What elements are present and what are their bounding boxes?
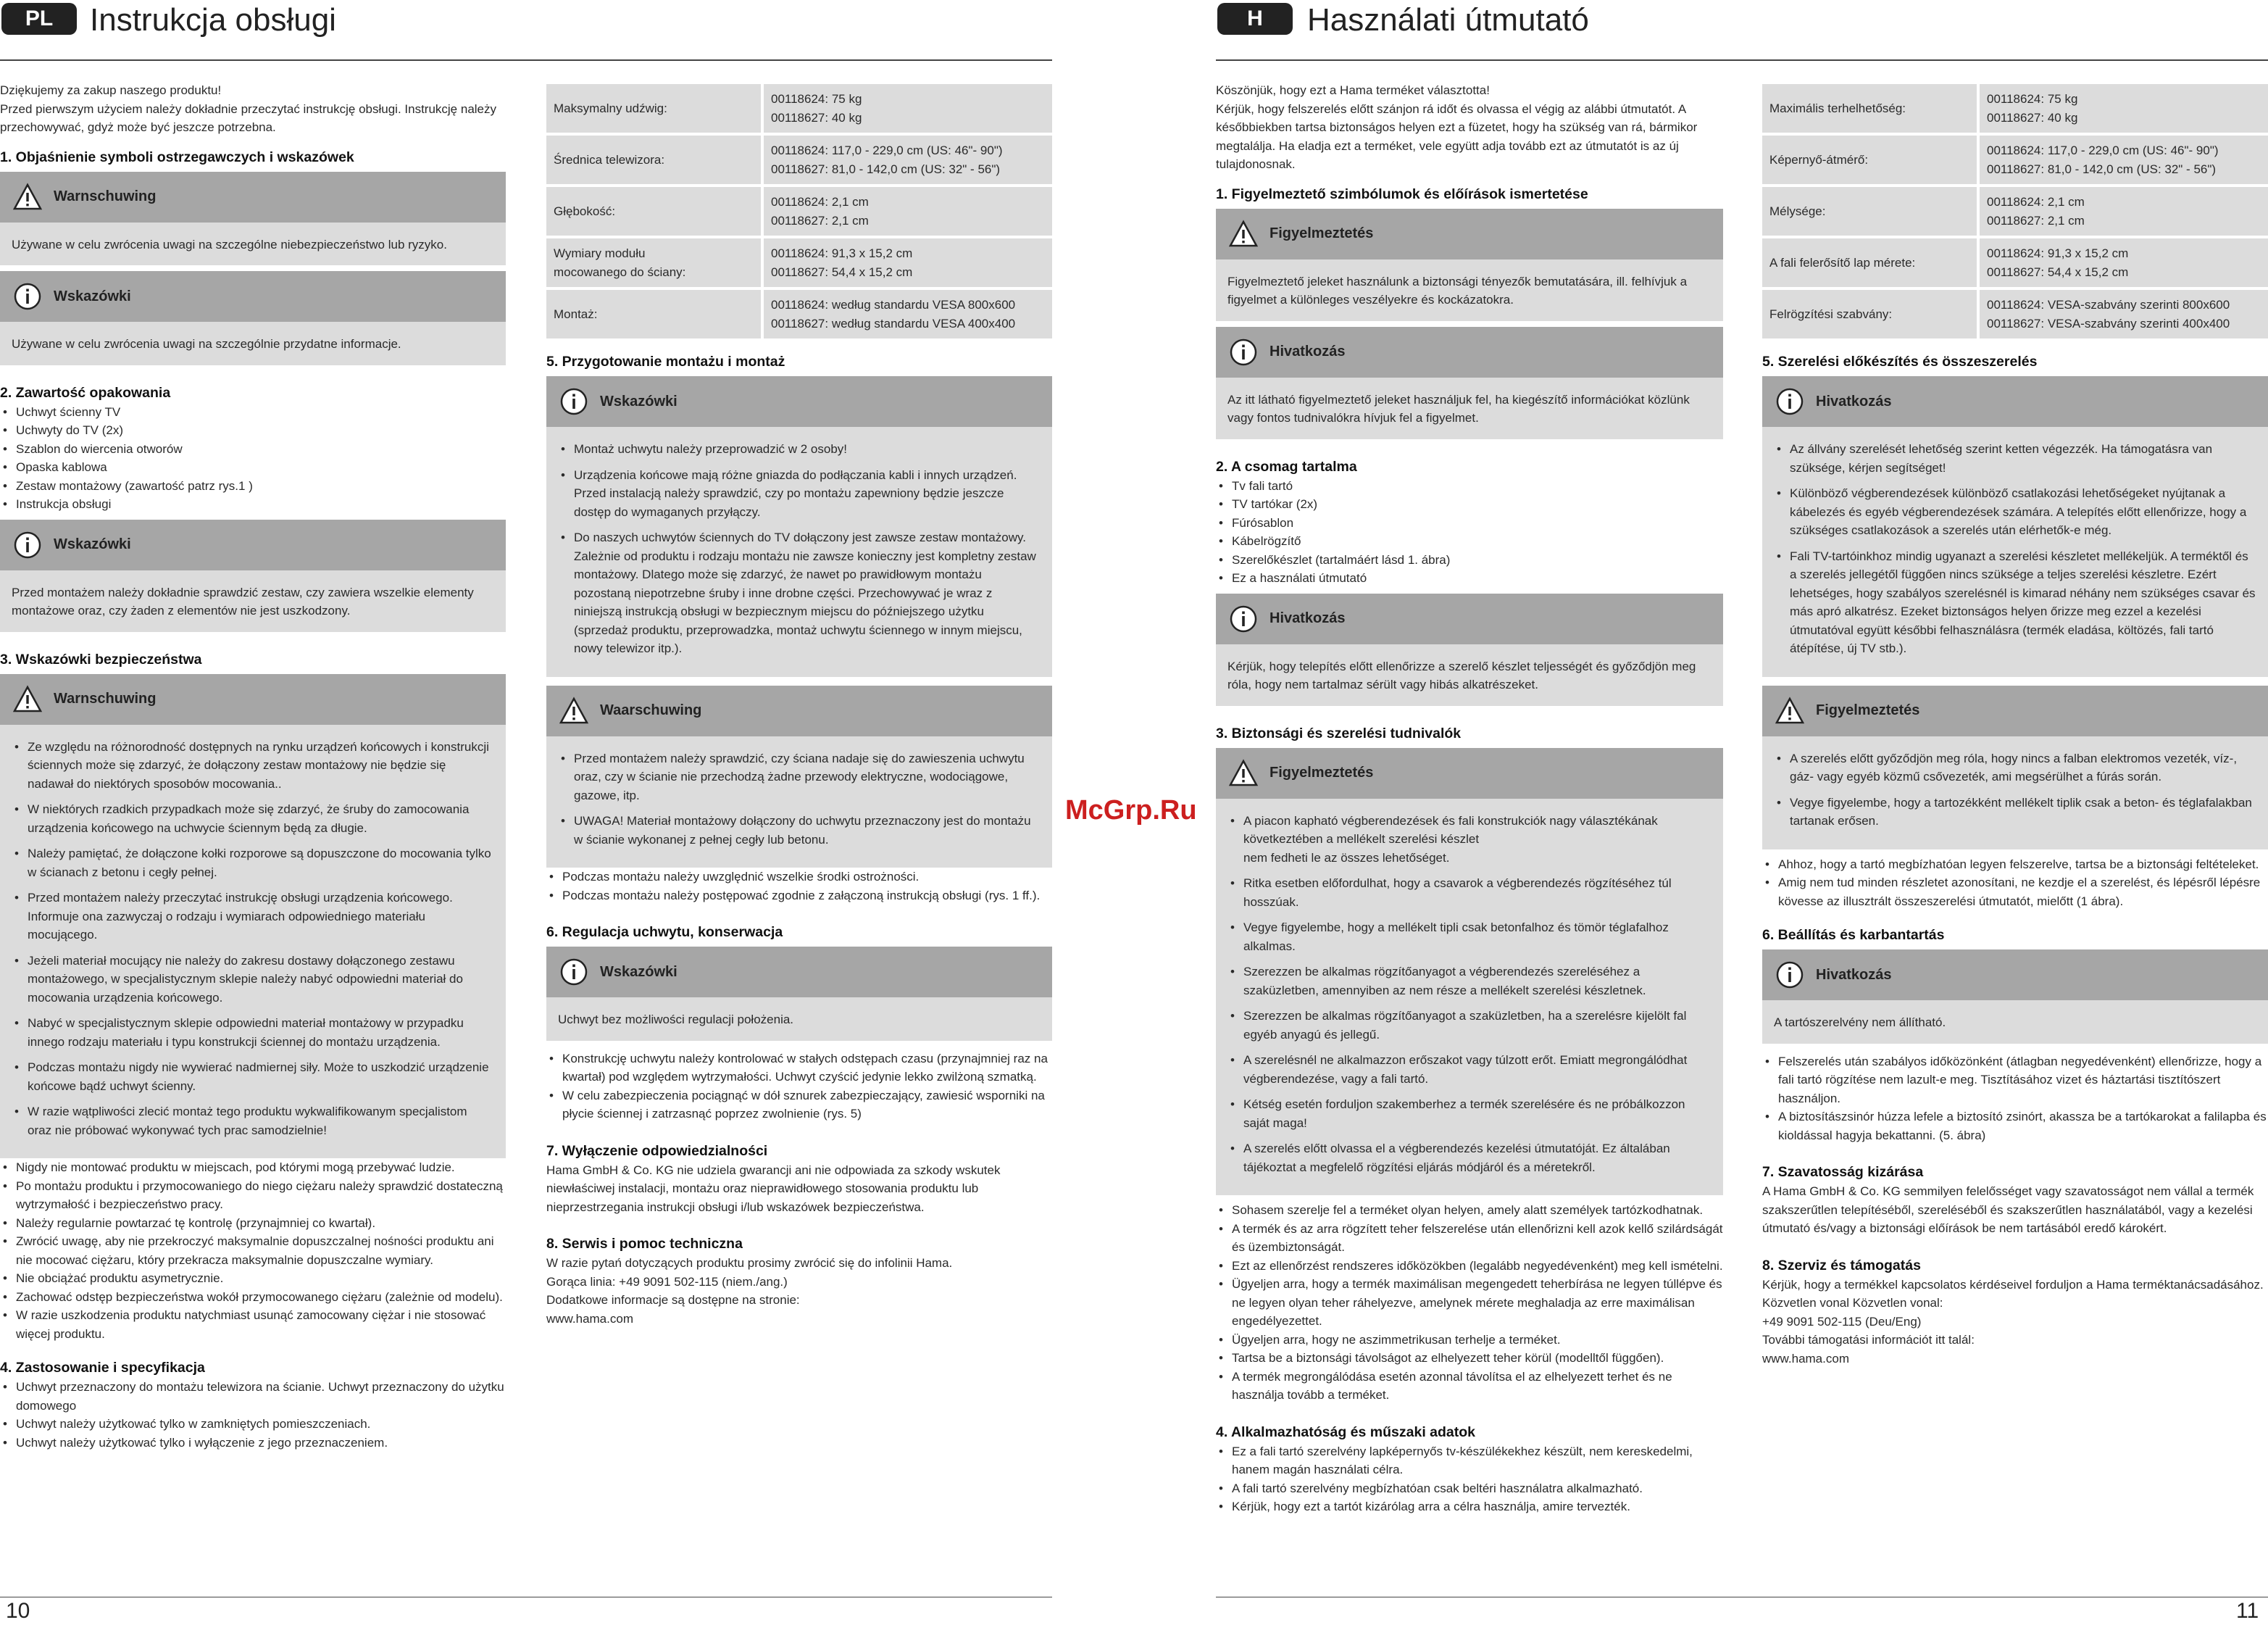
hint-box-header — [0, 520, 506, 570]
list-item: • Podczas montażu nigdy nie wywierać nadmiernej siły. Może to uszkodzić urządzenie końcowe bądź uchwyt ścienny. — [12, 1058, 494, 1095]
list-item: • A szerelés előtt olvassa el a végberendezés kezelési útmutatóját. Ez általában tájékoztat a megfelelő rögzítési eljárás módjáról és a méretekről. — [1227, 1139, 1712, 1176]
list-item: • Tartsa be a biztonsági távolságot az elhelyezett teher körül (modelltől függően). — [1216, 1349, 1723, 1368]
hint-box — [0, 271, 506, 365]
list-item: • Ahhoz, hogy a tartó megbízhatóan legyen felszerelve, tartsa be a biztonsági feltételeket. — [1762, 855, 2268, 874]
service-text: Kérjük, hogy a termékkel kapcsolatos kérdéseivel forduljon a Hama terméktanácsadásához. Közvetlen vonal Közvetlen vonal: +49 9091 502-115 (Deu/Eng) További támogatási információt itt talál: www.hama.com — [1762, 1277, 2264, 1366]
hint-box-header — [546, 376, 1052, 427]
usage-list — [0, 1378, 506, 1452]
list-item: • Fali TV-tartóinkhoz mindig ugyanazt a szerelési készletet mellékeljük. A terméktől és a szerelés jellegétől függően nincs szüksége a teljes szerelési készletre. Ezért lehetséges, hogy szabályos szerelésnél is kimarad néhány nem szükséges csavar és más apró alkatrész. Ezeket biztonságos helyen őrizze meg ezzel a kezelési útmutatóval együtt későbbi felhasználásra (termék eladása, költözés, fali tartó átépítése, új TV stb.). — [1774, 547, 2256, 658]
list-item: • Szablon do wiercenia otworów — [0, 440, 506, 459]
list-item: • Nabyć w specjalistycznym sklepie odpowiedni materiał montażowy w przypadku innego rodzaju materiału i typu konstrukcji ściennej do montażu urządzenia. — [12, 1014, 494, 1051]
hint-text: A tartószerelvény nem állítható. — [1774, 1015, 1946, 1029]
spec-value: 00118624: 75 kg 00118627: 40 kg — [1978, 84, 2268, 134]
list-item: • Opaska kablowa — [0, 458, 506, 477]
list-item: • Podczas montażu należy uwzględnić wszelkie środki ostrożności. — [546, 868, 1052, 886]
section-7-title: 7. Wyłączenie odpowiedzialności — [546, 1142, 768, 1159]
list-item: • Urządzenia końcowe mają różne gniazda do podłączania kabli i innych urządzeń. Przed instalacją należy sprawdzić, czy po montażu zapewniony będzie jeszcze dostęp do wymaganych przyłączy. — [558, 466, 1041, 522]
intro-text: Köszönjük, hogy ezt a Hama terméket választotta! Kérjük, hogy felszerelés előtt szánjon rá időt és olvassa el végig az alábbi útmutatót. A későbbiekben tartsa biztonságos helyen ezt a füzetet, hogy ha szükség van rá, bármikor megtalálja. Ha eladja ezt a terméket, vele együtt adja tovább ezt az útmutatót is az új tulajdonosnak. — [1216, 83, 1698, 171]
hint-body — [546, 427, 1052, 677]
list-item: • Vegye figyelembe, hogy a tartozékként mellékelt tiplik csak a beton- és téglafalakban tartanak erősen. — [1774, 794, 2256, 831]
liability-text: Hama GmbH & Co. KG nie udziela gwarancji ani nie odpowiada za szkody wskutek niewłaściwej instalacji, montażu oraz nieprawidłowego stosowania produktu lub nieprzestrzegania instrukcji obsługi i/lub wskazówek bezpieczeństwa. — [546, 1163, 1001, 1214]
list-item: • Vegye figyelembe, hogy a mellékelt tipli csak betonfalhoz és tömör téglafalhoz alkalmas. — [1227, 918, 1712, 955]
list-item: • Podczas montażu należy postępować zgodnie z załączoną instrukcją obsługi (rys. 1 ff.). — [546, 886, 1052, 905]
section-4-title: 4. Zastosowanie i specyfikacja — [0, 1360, 205, 1376]
warning-label: Figyelmeztetés — [1816, 702, 1920, 718]
list-item: • Konstrukcję uchwytu należy kontrolować w stałych odstępach czasu (przynajmniej raz na kwartał) pod względem wytrzymałości. Uchwyt czyścić jedynie lekko zwilżoną szmatką. — [546, 1050, 1052, 1086]
section-4-title: 4. Alkalmazhatóság és műszaki adatok — [1216, 1424, 1476, 1440]
table-row — [1762, 237, 2268, 288]
warning-box — [1216, 209, 1723, 321]
info-circle-icon — [13, 282, 42, 311]
warning-text: Używane w celu zwrócenia uwagi na szczególne niebezpieczeństwo lub ryzyko. — [12, 237, 447, 252]
list-item: • Montaż uchwytu należy przeprowadzić w 2 osoby! — [558, 440, 1041, 459]
spec-value: 00118624: według standardu VESA 800x600 00118627: według standardu VESA 400x400 — [762, 288, 1052, 340]
list-item: • Do naszych uchwytów ściennych do TV dołączony jest zawsze zestaw montażowy. Zależnie od produktu i rodzaju montażu nie zawsze konieczny jest kompletny zestaw montażowy. Dlatego może się zdarzyć, że nawet po prawidłowym montażu pozostaną niepotrzebne śruby i inne drobne części. Przechowywać je wraz z niniejszą instrukcją obsługi w bezpiecznym miejscu do późniejszego użytku (sprzedaż produktu, przeprowadzka, montaż uchwytu ściennego w innym miejscu, nowy telewizor itp.). — [558, 528, 1041, 658]
warning-box-header — [1216, 748, 1723, 799]
page-title-pl: Instrukcja obsługi — [90, 2, 336, 38]
warning-box-header — [0, 674, 506, 725]
usage-list — [1216, 1442, 1723, 1516]
maintenance-list — [1762, 1052, 2268, 1145]
list-item: • Kábelrögzítő — [1216, 532, 1723, 551]
info-circle-icon — [1775, 960, 1804, 989]
list-item: • W razie wątpliwości zlecić montaż tego produktu wykwalifikowanym specjalistom oraz nie próbować wykonywać tych prac samodzielnie! — [12, 1102, 494, 1139]
table-row — [546, 134, 1052, 186]
list-item: • A biztosítászsinór húzza lefele a biztosító zsinórt, akassza be a tartókarokat a falilapba és kioldással hagyja bekattanni. (5. ábra) — [1762, 1107, 2268, 1144]
service-text: W razie pytań dotyczących produktu prosimy zwrócić się do infolinii Hama. Gorąca linia: +49 9091 502-115 (niem./ang.) Dodatkowe informacje są dostępne na stronie: www.hama.com — [546, 1256, 953, 1326]
list-item: • Szerelőkészlet (tartalmáért lásd 1. ábra) — [1216, 551, 1723, 570]
spec-key: Mélysége: — [1762, 186, 1978, 237]
warning-triangle-icon — [1229, 759, 1258, 788]
hint-box — [546, 376, 1052, 677]
spec-value: 00118624: 2,1 cm 00118627: 2,1 cm — [762, 186, 1052, 237]
spec-table — [1762, 84, 2268, 341]
hint-box — [0, 520, 506, 632]
warning-triangle-icon — [559, 697, 588, 726]
header-rule-left — [0, 59, 1052, 61]
warning-box-header — [546, 686, 1052, 736]
section-8-title: 8. Serwis i pomoc techniczna — [546, 1236, 743, 1252]
table-row — [546, 237, 1052, 288]
right-column-2 — [1762, 84, 2268, 1368]
safety-list — [0, 1158, 506, 1343]
list-item: • Uchwyt należy użytkować tylko i wyłączenie z jego przeznaczeniem. — [0, 1434, 506, 1452]
info-circle-icon — [1775, 387, 1804, 416]
warning-label: Warnschuwing — [54, 188, 157, 204]
info-circle-icon — [13, 531, 42, 560]
hint-text: Przed montażem należy dokładnie sprawdzić zestaw, czy zawiera wszelkie elementy montażowe oraz, czy żaden z elementów nie jest uszkodzony. — [12, 585, 474, 618]
list-item: • Szerezzen be alkalmas rögzítőanyagot a szaküzletben, ha a szerelésre kijelölt fal egyéb anyagú és jellegű. — [1227, 1007, 1712, 1044]
warning-box — [0, 172, 506, 266]
list-item: • Po montażu produktu i przymocowaniego do niego ciężaru należy sprawdzić dostateczną wytrzymałość i bezpieczeństwo pracy. — [0, 1177, 506, 1214]
list-item: • A termék és az arra rögzített teher felszerelése után ellenőrizni kell azok kellő szilárdságát és üzembiztonságát. — [1216, 1220, 1723, 1257]
spec-value: 00118624: 117,0 - 229,0 cm (US: 46"- 90") 00118627: 81,0 - 142,0 cm (US: 32" - 56") — [762, 134, 1052, 186]
spec-value: 00118624: 91,3 x 15,2 cm 00118627: 54,4 x 15,2 cm — [1978, 237, 2268, 288]
hint-box-header — [1762, 949, 2268, 1000]
left-column-2 — [546, 84, 1052, 1328]
list-item: • Nie obciążać produktu asymetrycznie. — [0, 1269, 506, 1288]
hint-text: Uchwyt bez możliwości regulacji położenia. — [558, 1013, 794, 1026]
list-item: • Ritka esetben előfordulhat, hogy a csavarok a végberendezés rögzítéséhez túl hosszúak. — [1227, 874, 1712, 911]
spec-key: Maximális terhelhetőség: — [1762, 84, 1978, 134]
warning-body — [0, 725, 506, 1159]
list-item: • Kérjük, hogy ezt a tartót kizárólag arra a célra használja, amire tervezték. — [1216, 1497, 1723, 1516]
section-6-title: 6. Regulacja uchwytu, konserwacja — [546, 924, 783, 940]
hint-box — [1216, 594, 1723, 706]
hint-text: Kérjük, hogy telepítés előtt ellenőrizze a szerelő készlet teljességét és győződjön meg róla, hogy nem tartalmaz sérült vagy hibás alkatrészeket. — [1227, 659, 1696, 691]
warning-triangle-icon — [1229, 220, 1258, 249]
section-1-title: 1. Figyelmeztető szimbólumok és előírások ismertetése — [1216, 186, 1588, 202]
hint-label: Hivatkozás — [1270, 610, 1346, 626]
list-item: • Nigdy nie montować produktu w miejscach, pod którymi mogą przebywać ludzie. — [0, 1158, 506, 1177]
warning-box-header — [0, 172, 506, 223]
list-item: • Uchwyty do TV (2x) — [0, 421, 506, 440]
list-item: • Ez a fali tartó szerelvény lapképernyős tv-készülékekhez készült, nem kereskedelmi, hanem magán használati célra. — [1216, 1442, 1723, 1479]
warning-box — [546, 686, 1052, 868]
list-item: • Ügyeljen arra, hogy ne aszimmetrikusan terhelje a terméket. — [1216, 1331, 1723, 1350]
list-item: • A szerelés előtt győződjön meg róla, hogy nincs a falban elektromos vezeték, víz-, gáz- vagy egyéb közmű csővezeték, ami megsérülhet a fúrás során. — [1774, 749, 2256, 786]
list-item: • Szerezzen be alkalmas rögzítőanyagot a végberendezés szereléséhez a szaküzletben, amennyiben az nem része a mellékelt szerelési készletnek. — [1227, 963, 1712, 999]
warning-body — [546, 736, 1052, 868]
spec-key: Głębokość: — [546, 186, 762, 237]
spec-key: Średnica telewizora: — [546, 134, 762, 186]
table-row — [546, 288, 1052, 340]
list-item: • Uchwyt należy użytkować tylko w zamkniętych pomieszczeniach. — [0, 1415, 506, 1434]
list-item: • Zestaw montażowy (zawartość patrz rys.1 ) — [0, 477, 506, 496]
section-2-title: 2. Zawartość opakowania — [0, 384, 171, 401]
warning-body — [1216, 799, 1723, 1196]
warning-triangle-icon — [1775, 697, 1804, 726]
info-circle-icon — [1229, 604, 1258, 633]
table-row — [1762, 84, 2268, 134]
table-row — [1762, 186, 2268, 237]
list-item: • UWAGA! Materiał montażowy dołączony do uchwytu przeznaczony jest do montażu w ścianie wykonanej z pełnej cegły lub betonu. — [558, 812, 1041, 849]
list-item: • W razie uszkodzenia produktu natychmiast usunąć zamocowany ciężar i nie stosować więcej produktu. — [0, 1306, 506, 1343]
table-row — [1762, 134, 2268, 186]
hint-label: Wskazówki — [600, 963, 678, 980]
hint-box-header — [546, 947, 1052, 997]
list-item: • Przed montażem należy przeczytać instrukcję obsługi urządzenia końcowego. Informuje ona zazwyczaj o rodzaju i wymiarach odpowiedniego materiału mocującego. — [12, 889, 494, 944]
hint-text: Używane w celu zwrócenia uwagi na szczególnie przydatne informacje. — [12, 337, 401, 351]
list-item: • Az állvány szerelését lehetőség szerint ketten végezzék. Ha támogatásra van szüksége, kérjen segítséget! — [1774, 440, 2256, 477]
spec-key: Wymiary modułu mocowanego do ściany: — [546, 237, 762, 288]
list-item: • Ügyeljen arra, hogy a termék maximálisan megengedett teherbírása ne legyen túllépve és ne legyen olyan teher ráhelyezve, amelynek mérete meghaladja az erre maximálisan engedélyezettet. — [1216, 1275, 1723, 1331]
right-column-1 — [1216, 81, 1723, 1516]
hint-label: Hivatkozás — [1270, 344, 1346, 360]
list-item: • Különböző végberendezések különböző csatlakozási lehetőségeket nyújtanak a kábelezés és egyéb végberendezések számára. A telepítés előtt ellenőrizze, hogy a szükséges csatlakozások a szerelés után elérhetők-e még. — [1774, 484, 2256, 540]
list-item: • Należy regularnie powtarzać tę kontrolę (przynajmniej co kwartał). — [0, 1214, 506, 1233]
page-number-right: 11 — [2236, 1599, 2259, 1623]
section-3-title: 3. Wskazówki bezpieczeństwa — [0, 651, 202, 668]
spec-value: 00118624: 117,0 - 229,0 cm (US: 46"- 90") 00118627: 81,0 - 142,0 cm (US: 32" - 56") — [1978, 134, 2268, 186]
warning-triangle-icon — [13, 183, 42, 212]
section-7-title: 7. Szavatosság kizárása — [1762, 1164, 1924, 1180]
warning-box — [1216, 748, 1723, 1196]
hint-box — [546, 947, 1052, 1041]
list-item: • Należy pamiętać, że dołączone kołki rozporowe są dopuszczone do mocowania tylko w ścianach z betonu i cegły pełnej. — [12, 844, 494, 881]
spec-value: 00118624: 91,3 x 15,2 cm 00118627: 54,4 x 15,2 cm — [762, 237, 1052, 288]
list-item: • Instrukcja obsługi — [0, 495, 506, 514]
maintenance-list — [546, 1050, 1052, 1123]
hint-box — [1762, 376, 2268, 677]
list-item: • Uchwyt ścienny TV — [0, 403, 506, 422]
list-item: • Zachować odstęp bezpieczeństwa wokół przymocowanego ciężaru (zależnie od modelu). — [0, 1288, 506, 1307]
warranty-text: A Hama GmbH & Co. KG semmilyen felelősséget vagy szavatosságot nem vállal a termék szakszerűtlen telepítéséből, szereléséből és szakszerűtlen használatából, vagy a kezelési útmutató és/vagy a biztonsági előírások be nem tartásából eredő károkért. — [1762, 1184, 2254, 1235]
spec-key: Felrögzítési szabvány: — [1762, 288, 1978, 340]
page-title-h: Használati útmutató — [1307, 2, 1589, 38]
list-item: • A szerelésnél ne alkalmazzon erőszakot vagy túlzott erőt. Emiatt megrongálódhat végberendezése, vagy a fali tartó. — [1227, 1051, 1712, 1088]
spec-value: 00118624: VESA-szabvány szerinti 800x600 00118627: VESA-szabvány szerinti 400x400 — [1978, 288, 2268, 340]
language-badge-h: H — [1217, 3, 1293, 35]
list-item: • Ezt az ellenőrzést rendszeres időközökben (legalább negyedévenként) meg kell ismételni. — [1216, 1257, 1723, 1276]
table-row — [1762, 288, 2268, 340]
language-badge-pl: PL — [1, 3, 77, 35]
list-item: • Tv fali tartó — [1216, 477, 1723, 496]
hint-text: Az itt látható figyelmeztető jeleket használjuk fel, ha kiegészítő információkat közlünk vagy fontos tudnivalókra hívjuk fel a figyelmet. — [1227, 392, 1690, 425]
list-item: • Jeżeli materiał mocujący nie należy do zakresu dostawy dołączonego zestawu montażowego, w specjalistycznym sklepie należy nabyć odpowiedni materiał do mocowania urządzenia końcowego. — [12, 952, 494, 1007]
spec-value: 00118624: 2,1 cm 00118627: 2,1 cm — [1978, 186, 2268, 237]
warning-text: Figyelmeztető jeleket használunk a biztonsági tényezők bemutatására, ill. felhívjuk a figyelmet a különleges veszélyekre és kockázatokra. — [1227, 274, 1688, 307]
warning-box-header — [1216, 209, 1723, 259]
package-contents-list — [1216, 477, 1723, 588]
section-2-title: 2. A csomag tartalma — [1216, 458, 1357, 475]
list-item: • Ze względu na różnorodność dostępnych na rynku urządzeń końcowych i konstrukcji ściennych może się zdarzyć, że dołączony zestaw montażowy nie będzie się nadawał do niektórych sposobów mocowania.. — [12, 738, 494, 794]
list-item: • W celu zabezpieczenia pociągnąć w dół sznurek zabezpieczający, zawiesić wsporniki na płycie ściennej i zatrzasnąć poprzez zwolnienie (rys. 5) — [546, 1086, 1052, 1123]
list-item: • A piacon kapható végberendezések és fali konstrukciók nagy választékának következtében a mellékelt szerelési készlet nem fedheti le az összes lehetőséget. — [1227, 812, 1712, 868]
warning-label: Figyelmeztetés — [1270, 765, 1374, 781]
warning-box — [0, 674, 506, 1159]
spec-key: Maksymalny udźwig: — [546, 84, 762, 134]
spec-value: 00118624: 75 kg 00118627: 40 kg — [762, 84, 1052, 134]
list-item: • Sohasem szerelje fel a terméket olyan helyen, amely alatt személyek tartózkodhatnak. — [1216, 1201, 1723, 1220]
left-column-1 — [0, 81, 506, 1452]
section-5-title: 5. Szerelési előkészítés és összeszerelés — [1762, 354, 2038, 370]
page-number-left: 10 — [6, 1599, 30, 1623]
table-row — [546, 84, 1052, 134]
list-item: • Felszerelés után szabályos időközönként (átlagban negyedévenként) ellenőrizze, hogy a fali tartó rögzítése nem lazult-e meg. Tisztításához vizet és háztartási tisztítószert használjon. — [1762, 1052, 2268, 1108]
mounting-list — [1762, 855, 2268, 911]
warning-triangle-icon — [13, 685, 42, 714]
info-circle-icon — [559, 387, 588, 416]
list-item: • Przed montażem należy sprawdzić, czy ściana nadaje się do zawieszenia uchwytu oraz, czy w ścianie nie przechodzą żadne przewody elektryczne, wodociągowe, gazowe, itp. — [558, 749, 1041, 805]
warning-box — [1762, 686, 2268, 849]
hint-label: Wskazówki — [600, 393, 678, 410]
hint-box-header — [0, 271, 506, 322]
warning-label: Waarschuwing — [600, 702, 702, 718]
header-rule-right — [1216, 59, 2268, 61]
section-6-title: 6. Beállítás és karbantartás — [1762, 927, 1945, 943]
section-3-title: 3. Biztonsági és szerelési tudnivalók — [1216, 725, 1462, 741]
list-item: • A termék megrongálódása esetén azonnal távolítsa el az elhelyezett terhet és ne használja tovább a terméket. — [1216, 1368, 1723, 1405]
list-item: • W niektórych rzadkich przypadkach może się zdarzyć, że śruby do zamocowania urządzenia końcowego na uchwycie ściennym będą za długie. — [12, 800, 494, 837]
list-item: • Kétség esetén forduljon szakemberhez a termék szerelésére és ne próbálkozzon saját maga! — [1227, 1095, 1712, 1132]
safety-list — [1216, 1201, 1723, 1405]
hint-box-header — [1216, 594, 1723, 644]
section-5-title: 5. Przygotowanie montażu i montaż — [546, 354, 785, 370]
spec-key: A fali felerősítő lap mérete: — [1762, 237, 1978, 288]
intro-text: Dziękujemy za zakup naszego produktu! Przed pierwszym użyciem należy dokładnie przeczytać instrukcję obsługi. Instrukcję należy przechowywać, gdyż może być jeszcze potrzebna. — [0, 83, 497, 134]
hint-box — [1762, 949, 2268, 1044]
hint-label: Wskazówki — [54, 288, 131, 304]
info-circle-icon — [559, 957, 588, 986]
hint-box-header — [1216, 327, 1723, 378]
list-item: • Uchwyt przeznaczony do montażu telewizora na ścianie. Uchwyt przeznaczony do użytku domowego — [0, 1378, 506, 1415]
list-item: • Fúrósablon — [1216, 514, 1723, 533]
section-1-title: 1. Objaśnienie symboli ostrzegawczych i wskazówek — [0, 149, 354, 165]
watermark-text: McGrp.Ru — [1065, 795, 1197, 826]
spec-key: Képernyő-átmérő: — [1762, 134, 1978, 186]
warning-body — [1762, 736, 2268, 849]
hint-box — [1216, 327, 1723, 439]
hint-label: Hivatkozás — [1816, 393, 1892, 410]
info-circle-icon — [1229, 338, 1258, 367]
section-8-title: 8. Szerviz és támogatás — [1762, 1257, 1921, 1273]
hint-label: Hivatkozás — [1816, 966, 1892, 983]
warning-label: Figyelmeztetés — [1270, 225, 1374, 241]
warning-box-header — [1762, 686, 2268, 736]
spec-table — [546, 84, 1052, 341]
table-row — [546, 186, 1052, 237]
list-item: • Ez a használati útmutató — [1216, 569, 1723, 588]
hint-body — [1762, 427, 2268, 677]
warning-label: Warnschuwing — [54, 691, 157, 707]
spec-key: Montaż: — [546, 288, 762, 340]
hint-box-header — [1762, 376, 2268, 427]
list-item: • Amig nem tud minden részletet azonosítani, ne kezdje el a szerelést, és lépésről lépésre kövesse az illusztrált összeszerelési útmutatót, mielőtt (1 ábra). — [1762, 873, 2268, 910]
list-item: • Zwrócić uwagę, aby nie przekroczyć maksymalnie dopuszczalnej nośności produktu ani nie mocować ciężaru, który przekracza maksymalnie dopuszczalne wymiary. — [0, 1232, 506, 1269]
list-item: • A fali tartó szerelvény megbízhatóan csak beltéri használatra alkalmazható. — [1216, 1479, 1723, 1498]
package-contents-list — [0, 403, 506, 514]
hint-label: Wskazówki — [54, 536, 131, 552]
mounting-list — [546, 868, 1052, 905]
list-item: • TV tartókar (2x) — [1216, 495, 1723, 514]
